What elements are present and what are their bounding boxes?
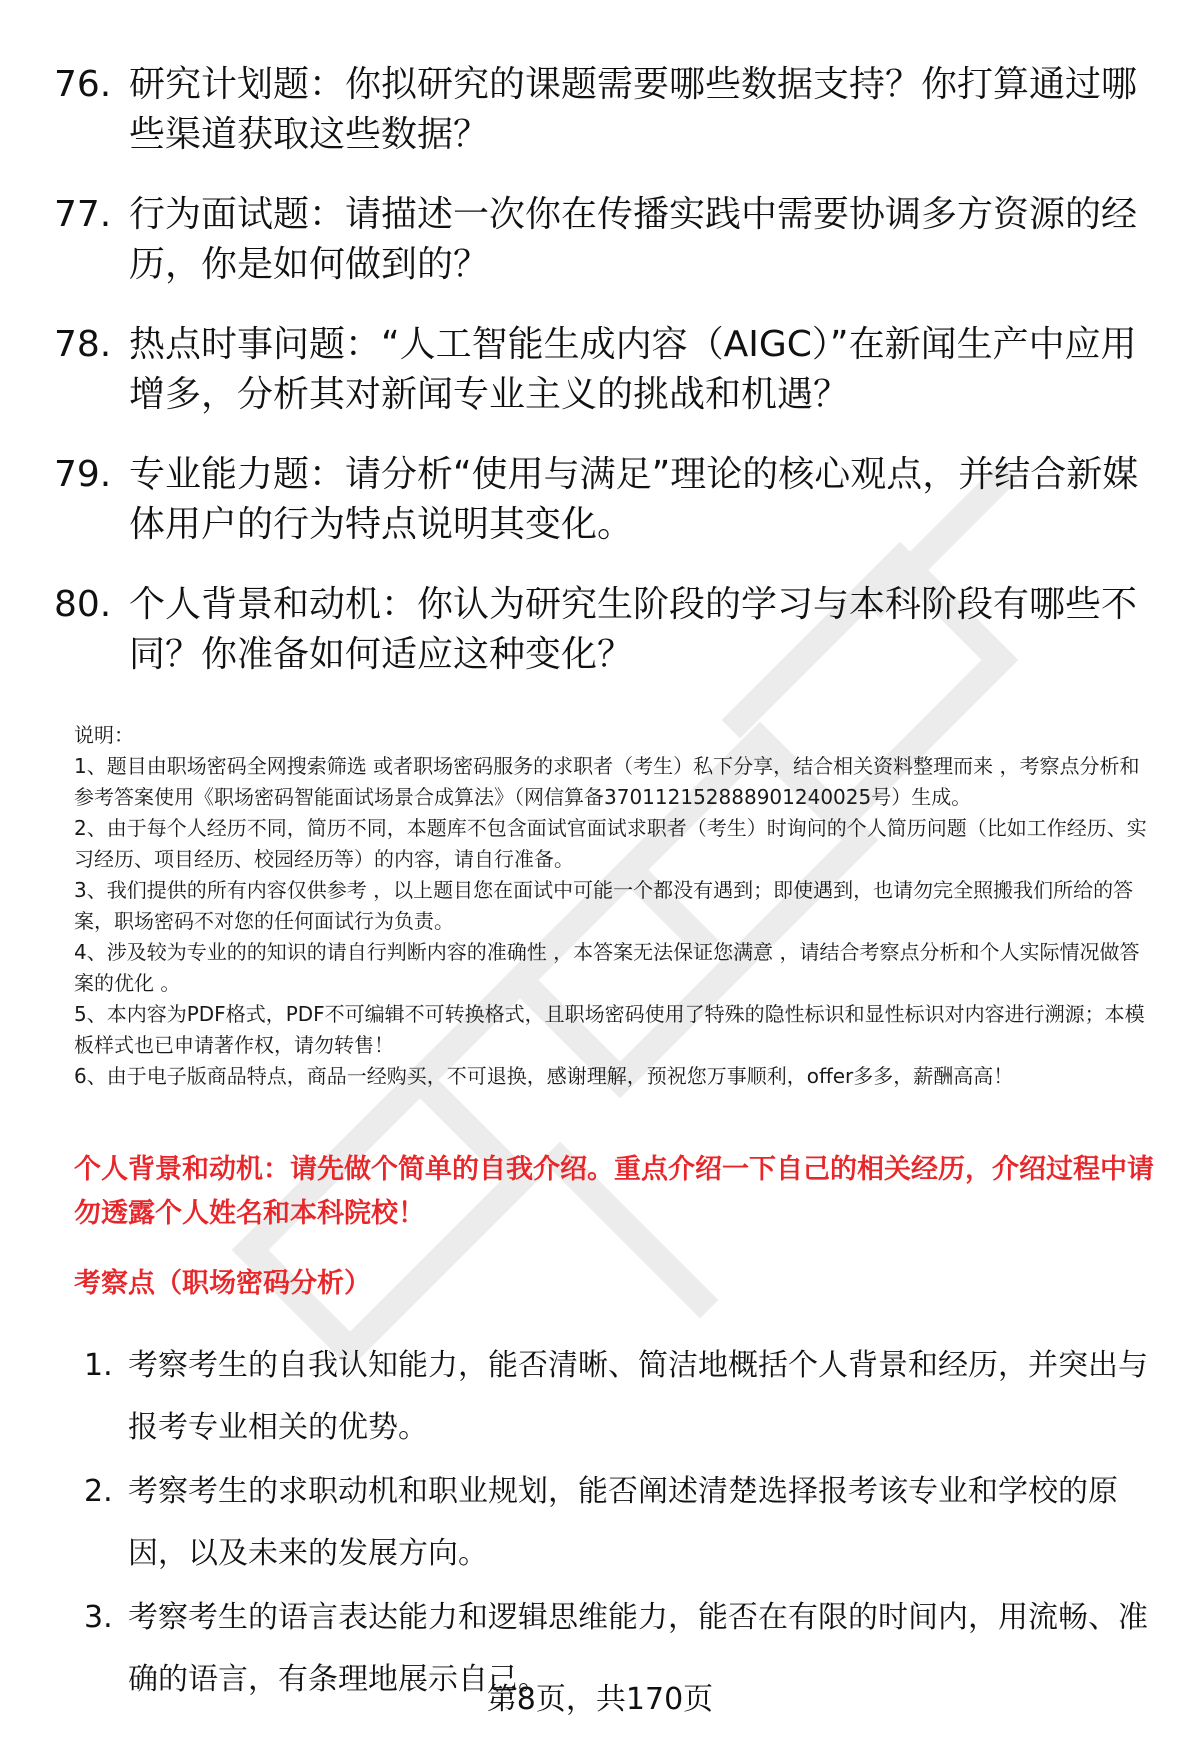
note-item: 1、题目由职场密码全网搜索筛选 或者职场密码服务的求职者（考生）私下分享，结合相关资料整理而来 ，考察点分析和参考答案使用《职场密码智能面试场景合成算法》（网信算备370112152888901240025号）生成。 (74, 754, 1140, 809)
question-number: 77. (54, 194, 112, 235)
note-item: 2、由于每个人经历不同，简历不同，本题库不包含面试官面试求职者（考生）时询问的个人简历问题（比如工作经历、实习经历、项目经历、校园经历等）的内容，请自行准备。 (74, 816, 1147, 871)
question-item (54, 580, 1154, 680)
question-number: 79. (54, 454, 112, 495)
question-item (54, 320, 1154, 420)
point-text: 考察考生的求职动机和职业规划，能否阐述清楚选择报考该专业和学校的原因，以及未来的发展方向。 (128, 1474, 1118, 1571)
note-item: 4、涉及较为专业的的知识的请自行判断内容的准确性 ，本答案无法保证您满意 ，请结合考察点分析和个人实际情况做答案的优化 。 (74, 940, 1140, 995)
question-number: 78. (54, 324, 112, 365)
analysis-point (84, 1461, 1154, 1585)
question-text: 个人背景和动机：你认为研究生阶段的学习与本科阶段有哪些不同？你准备如何适应这种变化？ (129, 584, 1138, 675)
note-item: 5、本内容为PDF格式，PDF不可编辑不可转换格式，且职场密码使用了特殊的隐性标识和显性标识对内容进行溯源；本模板样式也已申请著作权，请勿转售！ (74, 1002, 1145, 1057)
point-number: 2. (84, 1474, 113, 1509)
question-text: 热点时事问题：“人工智能生成内容（AIGC）”在新闻生产中应用增多，分析其对新闻专业主义的挑战和机遇？ (129, 324, 1137, 415)
notes-title: 说明： (74, 723, 134, 747)
analysis-points (84, 1335, 1154, 1713)
notes-section (74, 720, 1159, 1092)
point-text: 考察考生的语言表达能力和逻辑思维能力，能否在有限的时间内，用流畅、准确的语言，有条理地展示自己。 (128, 1600, 1148, 1697)
point-number: 3. (84, 1600, 113, 1635)
analysis-point (84, 1335, 1154, 1459)
question-text: 专业能力题：请分析“使用与满足”理论的核心观点，并结合新媒体用户的行为特点说明其变化。 (129, 454, 1139, 545)
point-text: 考察考生的自我认知能力，能否清晰、简洁地概括个人背景和经历，并突出与报考专业相关的优势。 (128, 1348, 1148, 1445)
question-item (54, 190, 1154, 290)
question-list (54, 60, 1154, 710)
point-number: 1. (84, 1348, 113, 1383)
analysis-heading: 考察点（职场密码分析） (74, 1268, 371, 1299)
note-item: 3、我们提供的所有内容仅供参考 ，以上题目您在面试中可能一个都没有遇到；即使遇到，也请勿完全照搬我们所给的答案，职场密码不对您的任何面试行为负责。 (74, 878, 1134, 933)
question-text: 行为面试题：请描述一次你在传播实践中需要协调多方资源的经历，你是如何做到的？ (129, 194, 1138, 285)
note-item: 6、由于电子版商品特点，商品一经购买，不可退换，感谢理解，预祝您万事顺利，offer多多，薪酬高高！ (74, 1064, 1014, 1088)
page-footer: 第8页，共170页 (486, 1682, 714, 1717)
question-item (54, 450, 1154, 550)
question-item (54, 60, 1154, 160)
question-number: 80. (54, 584, 112, 625)
question-text: 研究计划题：你拟研究的课题需要哪些数据支持？你打算通过哪些渠道获取这些数据？ (129, 64, 1138, 155)
featured-question: 个人背景和动机：请先做个简单的自我介绍。重点介绍一下自己的相关经历，介绍过程中请勿透露个人姓名和本科院校！ (74, 1154, 1154, 1229)
question-number: 76. (54, 64, 112, 105)
